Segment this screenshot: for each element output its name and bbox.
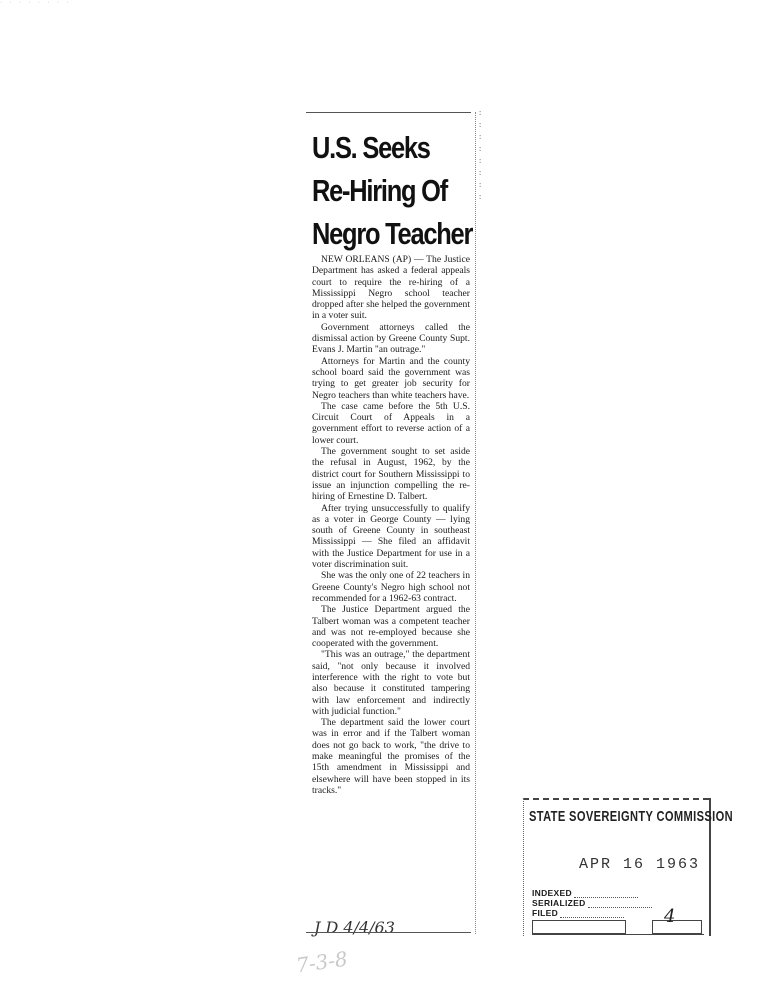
article-headline (312, 126, 473, 255)
article-paragraph: "This was an outrage," the department said, "not only because it involved interference with the right to vote but also because it constituted tampering with law enforcement and indirectly with judicial function." (312, 649, 470, 717)
stamp-field-serialized (532, 898, 652, 908)
headline-line: U.S. Seeks (312, 130, 430, 165)
handwritten-initials-date: J D 4/4/63 (314, 918, 395, 937)
stamp-left-border (523, 798, 524, 936)
stamp-field-label: FILED (532, 908, 559, 918)
stamp-field-label: INDEXED (532, 888, 572, 898)
article-paragraph: Government attorneys called the dismissal action by Greene County Supt. Evans J. Martin "an outrage." (312, 321, 470, 356)
stamp-field-indexed (532, 888, 652, 898)
clipping-bottom-rule (306, 932, 471, 933)
stamp-box (532, 920, 626, 934)
stamp-handwritten-number: 4 (664, 906, 676, 927)
stamp-fields (532, 888, 652, 918)
newspaper-clipping (306, 112, 476, 937)
article-paragraph: The Justice Department argued the Talbert woman was a competent teacher and was not re-employed because she cooperated with the government. (312, 604, 470, 650)
stamp-field-label: SERIALIZED (532, 898, 586, 908)
stamp-field-filed (532, 908, 652, 918)
scan-edge-dots: · · · · · · · · (0, 0, 72, 6)
headline-line: Re-Hiring Of (312, 173, 447, 208)
stamp-field-line (560, 910, 624, 918)
stamp-box (652, 920, 702, 934)
clipping-side-rule (475, 112, 476, 934)
article-paragraph: The department said the lower court was in error and if the Talbert woman does not go back to work, "the drive to make meaningful the promises of the 15th amendment in Mississippi and elsewhere will have been stopped in its tracks." (312, 717, 470, 796)
article-paragraph: After trying unsuccessfully to qualify as a voter in George County — lying south of Greene County in southeast Mississippi — She filed an affidavit with the Justice Department for use in a voter discrimination suit. (312, 502, 470, 571)
margin-marks: : : : : : : : : (478, 110, 483, 202)
article-body (312, 254, 470, 796)
clipping-top-rule (306, 112, 471, 113)
stamp-date: APR 16 1963 (579, 856, 701, 873)
stamp-field-line (588, 900, 652, 908)
commission-stamp (523, 798, 734, 938)
stamp-field-line (574, 890, 638, 898)
article-paragraph: She was the only one of 22 teachers in Greene County's Negro high school not recommended for a 1962-63 contract. (312, 570, 470, 604)
headline-line: Negro Teacher (312, 216, 473, 251)
article-paragraph: The case came before the 5th U.S. Circuit Court of Appeals in a government effort to reverse action of a lower court. (312, 400, 470, 446)
stamp-title: STATE SOVEREIGNTY COMMISSION (529, 808, 734, 825)
article-paragraph: NEW ORLEANS (AP) — The Justice Department has asked a federal appeals court to require the re-hiring of a Mississippi Negro school teacher dropped after she helped the government in a voter suit. (312, 254, 470, 322)
article-paragraph: The government sought to set aside the refusal in August, 1962, by the district court for Southern Mississippi to issue an injunction compelling the re-hiring of Ernestine D. Talbert. (312, 446, 470, 503)
pencil-margin-note: 7-3-8 (294, 946, 350, 978)
stamp-top-border (523, 798, 709, 800)
article-paragraph: Attorneys for Martin and the county school board said the government was trying to get greater job security for Negro teachers than white teachers have. (312, 355, 470, 401)
